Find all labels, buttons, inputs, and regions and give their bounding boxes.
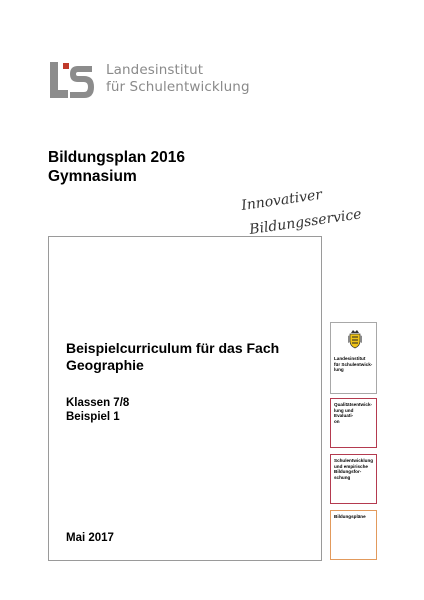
- subject-title: [66, 340, 279, 374]
- sidebox-quality-line2: lung und Evaluati-: [334, 407, 354, 419]
- institute-name-line1: Landesinstitut: [106, 62, 204, 78]
- sidebox-institute-line3: lung: [334, 367, 344, 373]
- signature-line1: Innovativer: [240, 186, 324, 214]
- sidebox-research-line2: und empirische: [334, 463, 368, 469]
- plan-heading: [48, 148, 185, 186]
- grade-info: [66, 396, 129, 424]
- sidebox-research-line3: Bildungsfor-: [334, 469, 362, 475]
- institute-name-line2: für Schulentwicklung: [106, 79, 250, 95]
- publication-date: Mai 2017: [66, 532, 114, 544]
- sidebox-institute: [330, 322, 377, 394]
- plan-title: Bildungsplan 2016: [48, 149, 185, 166]
- institute-name: [106, 62, 250, 96]
- sidebox-research-line1: Schulentwicklung: [334, 458, 374, 463]
- sidebox-research: [330, 454, 377, 504]
- sidebox-plans: [330, 510, 377, 560]
- school-type: Gymnasium: [48, 168, 137, 185]
- sidebox-quality-line3: on: [334, 418, 340, 424]
- grades: Klassen 7/8: [66, 397, 130, 409]
- subject-line2: Geographie: [66, 357, 144, 373]
- signature-line2: Bildungsservice: [248, 206, 363, 238]
- sidebox-institute-line2: für Schulentwick-: [334, 361, 373, 367]
- sidebox-quality: [330, 398, 377, 448]
- sidebox-quality-line1: Qualitätsentwick-: [334, 402, 373, 407]
- sidebox-institute-line1: Landesinstitut: [334, 356, 366, 361]
- state-crest-icon: [347, 329, 363, 349]
- example-number: Beispiel 1: [66, 411, 120, 423]
- signature-script: [228, 186, 378, 242]
- lis-logo-icon: [48, 60, 96, 100]
- sidebox-plans-line1: Bildungspläne: [334, 514, 366, 519]
- subject-line1: Beispielcurriculum für das Fach: [66, 340, 280, 356]
- sidebox-research-line4: schung: [334, 474, 351, 480]
